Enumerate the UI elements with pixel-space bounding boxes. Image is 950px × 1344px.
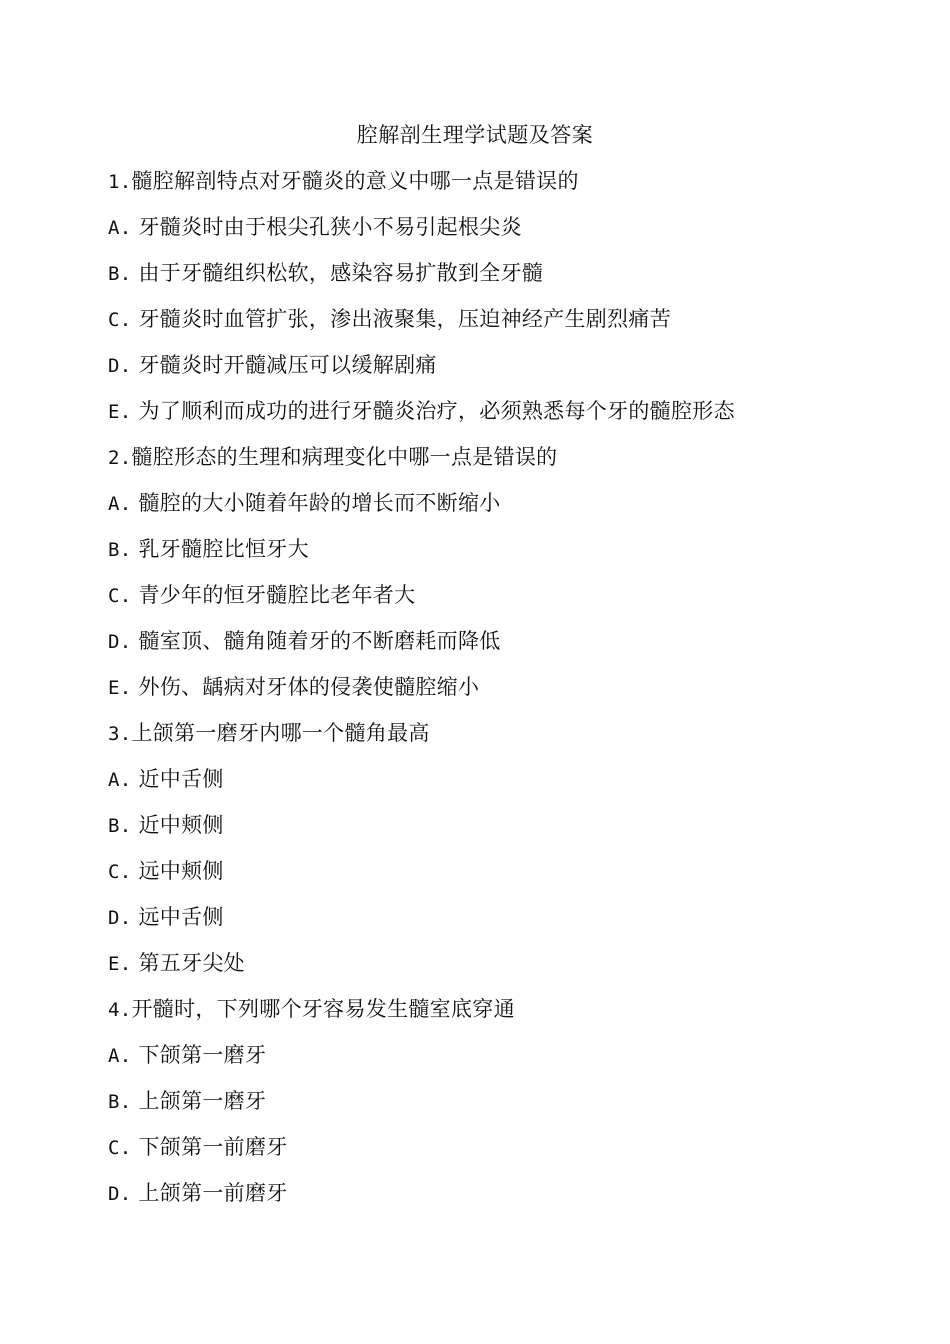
question-number: 3. (108, 723, 132, 745)
option-3-d (108, 900, 908, 946)
option-4-d (108, 1176, 908, 1222)
option-text: 第五牙尖处 (138, 951, 245, 975)
option-key: B. (108, 539, 132, 561)
option-text: 上颌第一磨牙 (138, 1089, 267, 1113)
question-list (108, 164, 908, 1222)
question-number: 2. (108, 447, 132, 469)
option-key: C. (108, 585, 132, 607)
question-text: 髓腔解剖特点对牙髓炎的意义中哪一点是错误的 (131, 169, 579, 193)
option-key: B. (108, 815, 132, 837)
option-text: 乳牙髓腔比恒牙大 (138, 537, 309, 561)
option-text: 下颌第一磨牙 (138, 1043, 267, 1067)
question-text: 开髓时，下列哪个牙容易发生髓室底穿通 (131, 997, 515, 1021)
option-4-b (108, 1084, 908, 1130)
option-4-a (108, 1038, 908, 1084)
option-1-c (108, 302, 908, 348)
option-key: E. (108, 401, 132, 423)
question-4 (108, 992, 908, 1038)
option-text: 上颌第一前磨牙 (138, 1181, 288, 1205)
option-text: 由于牙髓组织松软，感染容易扩散到全牙髓 (138, 261, 544, 285)
option-key: B. (108, 1091, 132, 1113)
option-text: 牙髓炎时血管扩张，渗出液聚集，压迫神经产生剧烈痛苦 (138, 307, 671, 331)
option-key: A. (108, 217, 132, 239)
page-title: 腔解剖生理学试题及答案 (356, 123, 594, 147)
option-1-b (108, 256, 908, 302)
option-text: 下颌第一前磨牙 (138, 1135, 288, 1159)
option-key: C. (108, 861, 132, 883)
option-key: C. (108, 1137, 132, 1159)
option-key: A. (108, 1045, 132, 1067)
option-4-c (108, 1130, 908, 1176)
option-text: 为了顺利而成功的进行牙髓炎治疗，必须熟悉每个牙的髓腔形态 (138, 399, 735, 423)
question-text: 髓腔形态的生理和病理变化中哪一点是错误的 (131, 445, 558, 469)
option-text: 外伤、龋病对牙体的侵袭使髓腔缩小 (138, 675, 480, 699)
option-2-d (108, 624, 908, 670)
option-text: 牙髓炎时开髓减压可以缓解剧痛 (138, 353, 437, 377)
option-1-a (108, 210, 908, 256)
option-text: 近中颊侧 (138, 813, 224, 837)
option-1-e (108, 394, 908, 440)
option-text: 髓腔的大小随着年龄的增长而不断缩小 (138, 491, 501, 515)
option-2-e (108, 670, 908, 716)
option-key: E. (108, 953, 132, 975)
option-3-e (108, 946, 908, 992)
question-number: 4. (108, 999, 132, 1021)
question-3 (108, 716, 908, 762)
option-text: 远中颊侧 (138, 859, 224, 883)
option-text: 远中舌侧 (138, 905, 224, 929)
option-2-c (108, 578, 908, 624)
question-text: 上颌第一磨牙内哪一个髓角最高 (131, 721, 430, 745)
option-2-a (108, 486, 908, 532)
option-key: D. (108, 631, 132, 653)
option-key: A. (108, 769, 132, 791)
question-number: 1. (108, 171, 132, 193)
option-2-b (108, 532, 908, 578)
option-text: 牙髓炎时由于根尖孔狭小不易引起根尖炎 (138, 215, 522, 239)
option-key: E. (108, 677, 132, 699)
option-3-b (108, 808, 908, 854)
option-text: 髓室顶、髓角随着牙的不断磨耗而降低 (138, 629, 501, 653)
option-text: 近中舌侧 (138, 767, 224, 791)
question-2 (108, 440, 908, 486)
option-text: 青少年的恒牙髓腔比老年者大 (138, 583, 416, 607)
option-1-d (108, 348, 908, 394)
option-key: A. (108, 493, 132, 515)
option-key: D. (108, 1183, 132, 1205)
question-1 (108, 164, 908, 210)
option-key: D. (108, 355, 132, 377)
option-key: C. (108, 309, 132, 331)
option-key: D. (108, 907, 132, 929)
option-3-c (108, 854, 908, 900)
option-key: B. (108, 263, 132, 285)
option-3-a (108, 762, 908, 808)
